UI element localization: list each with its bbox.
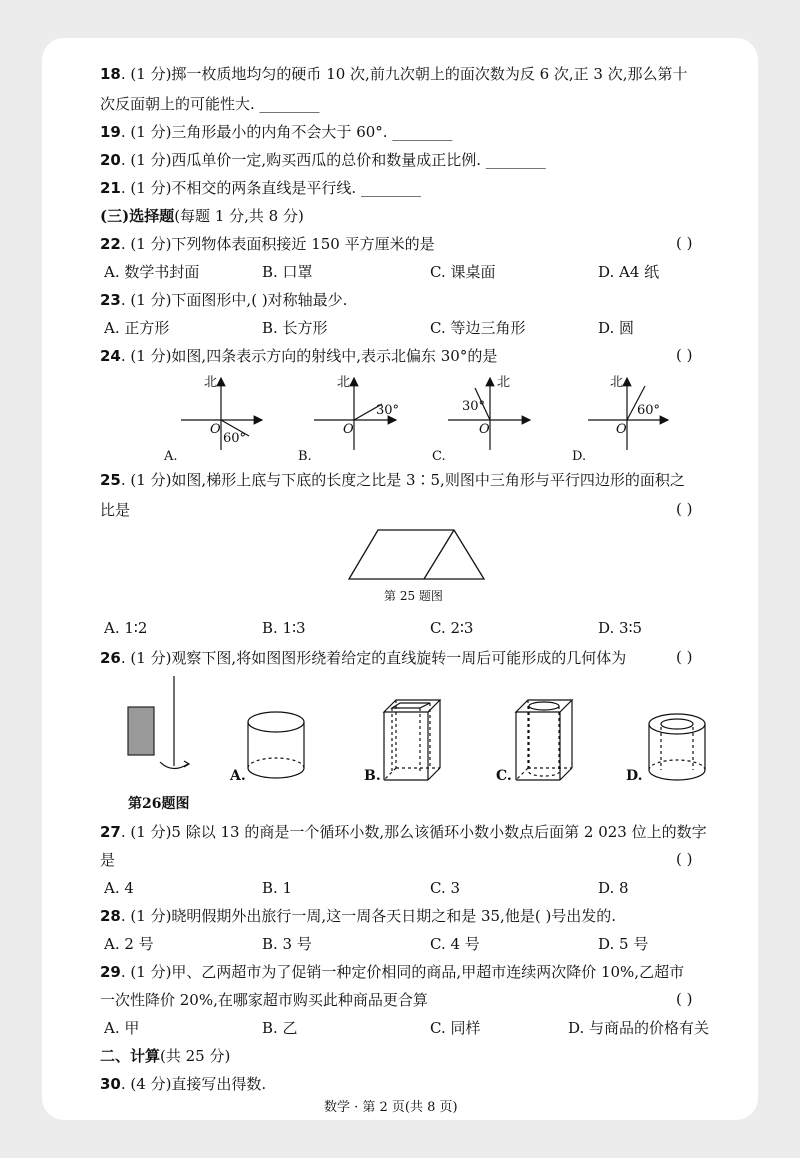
origin-label-a: O xyxy=(210,422,221,437)
option-27-d: D. 8 xyxy=(598,879,629,897)
option-23-c: C. 等边三角形 xyxy=(430,319,526,337)
north-label-c: 北 xyxy=(497,375,511,390)
option-28-d: D. 5 号 xyxy=(598,935,649,953)
question-22: 22. (1 分)下列物体表面积接近 150 平方厘米的是 xyxy=(100,235,435,253)
north-label-a: 北 xyxy=(204,375,218,390)
option-23-b: B. 长方形 xyxy=(262,319,328,337)
question-19: 19. (1 分)三角形最小的内角不会大于 60°. ________ xyxy=(100,123,453,141)
option-29-b: B. 乙 xyxy=(262,1019,298,1037)
option-c-box xyxy=(516,700,572,780)
figure-26-label-c: C. xyxy=(496,768,512,784)
figure-c xyxy=(432,375,530,464)
origin-label-d: O xyxy=(616,422,627,437)
rotation-figures xyxy=(0,670,800,790)
angle-label-c: 30° xyxy=(462,399,486,414)
rotation-shape xyxy=(128,676,189,769)
figure-a xyxy=(163,375,262,464)
figure-b xyxy=(298,375,399,464)
option-22-d: D. A4 纸 xyxy=(598,263,660,281)
question-29: 29. (1 分)甲、乙两超市为了促销一种定价相同的商品,甲超市连续两次降价 10%,乙超市 xyxy=(100,963,685,981)
question-25-line2: 比是 xyxy=(100,501,131,519)
option-27-a: A. 4 xyxy=(104,879,134,897)
angle-label-d: 60° xyxy=(637,403,661,418)
option-29-a: A. 甲 xyxy=(104,1019,140,1037)
option-23-d: D. 圆 xyxy=(598,319,635,337)
question-24: 24. (1 分)如图,四条表示方向的射线中,表示北偏东 30°的是 xyxy=(100,347,498,365)
question-18-line2: 次反面朝上的可能性大. ________ xyxy=(100,95,320,113)
origin-label-c: O xyxy=(479,422,490,437)
answer-paren-25: ( ) xyxy=(676,500,693,518)
option-25-b: B. 1∶3 xyxy=(262,619,306,637)
angle-label-a: 60° xyxy=(223,431,247,446)
trapezoid-figure xyxy=(340,524,490,584)
option-27-b: B. 1 xyxy=(262,879,293,897)
option-22-b: B. 口罩 xyxy=(262,263,313,281)
figure-26-label-a: A. xyxy=(230,768,246,784)
question-27-line2: 是 xyxy=(100,851,116,869)
option-28-b: B. 3 号 xyxy=(262,935,312,953)
option-22-a: A. 数学书封面 xyxy=(104,263,200,281)
page-footer: 数学 · 第 2 页(共 8 页) xyxy=(324,1100,458,1115)
answer-paren-26: ( ) xyxy=(676,648,693,666)
question-28: 28. (1 分)晓明假期外出旅行一周,这一周各天日期之和是 35,他是( )号出发的. xyxy=(100,907,617,925)
figure-d xyxy=(572,375,668,464)
option-25-a: A. 1∶2 xyxy=(104,619,148,637)
option-28-c: C. 4 号 xyxy=(430,935,480,953)
option-29-c: C. 同样 xyxy=(430,1019,481,1037)
question-18: 18. (1 分)掷一枚质地均匀的硬币 10 次,前九次朝上的面次数为反 6 次,正 3 次,那么第十 xyxy=(100,65,688,83)
question-27: 27. (1 分)5 除以 13 的商是一个循环小数,那么该循环小数小数点后面第 2 023 位上的数字 xyxy=(100,823,707,841)
option-25-d: D. 3∶5 xyxy=(598,619,643,637)
angle-label-b: 30° xyxy=(376,403,400,418)
figure-26-label-b: B. xyxy=(364,768,381,784)
origin-label-b: O xyxy=(343,422,354,437)
option-29-d: D. 与商品的价格有关 xyxy=(568,1019,710,1037)
option-d-tube xyxy=(649,714,705,780)
option-22-c: C. 课桌面 xyxy=(430,263,496,281)
north-label-d: 北 xyxy=(610,375,624,390)
figure-26-caption: 第26题图 xyxy=(128,796,190,812)
section-3-heading: (三)选择题(每题 1 分,共 8 分) xyxy=(100,207,304,225)
question-23: 23. (1 分)下面图形中,( )对称轴最少. xyxy=(100,291,348,309)
option-a-cylinder xyxy=(248,712,304,778)
option-b-box xyxy=(384,700,440,780)
question-21: 21. (1 分)不相交的两条直线是平行线. ________ xyxy=(100,179,421,197)
section-2-heading: 二、计算(共 25 分) xyxy=(100,1047,231,1065)
question-20: 20. (1 分)西瓜单价一定,购买西瓜的总价和数量成正比例. ________ xyxy=(100,151,546,169)
question-26: 26. (1 分)观察下图,将如图图形绕着给定的直线旋转一周后可能形成的几何体为 xyxy=(100,649,627,667)
question-30: 30. (4 分)直接写出得数. xyxy=(100,1075,267,1093)
answer-paren-29: ( ) xyxy=(676,990,693,1008)
direction-figures xyxy=(0,366,800,466)
north-label-b: 北 xyxy=(337,375,351,390)
option-27-c: C. 3 xyxy=(430,879,461,897)
option-28-a: A. 2 号 xyxy=(104,935,154,953)
figure-label-c: C. xyxy=(432,449,446,464)
question-29-line2: 一次性降价 20%,在哪家超市购买此种商品更合算 xyxy=(100,991,428,1009)
figure-label-b: B. xyxy=(298,449,312,464)
figure-label-d: D. xyxy=(572,449,587,464)
question-25: 25. (1 分)如图,梯形上底与下底的长度之比是 3∶5,则图中三角形与平行四边形的面积之 xyxy=(100,471,685,489)
figure-26-label-d: D. xyxy=(626,768,643,784)
answer-paren-22: ( ) xyxy=(676,234,693,252)
option-23-a: A. 正方形 xyxy=(104,319,170,337)
answer-paren-27: ( ) xyxy=(676,850,693,868)
figure-label-a: A. xyxy=(164,449,178,464)
figure-25-caption: 第 25 题图 xyxy=(384,589,443,603)
answer-paren-24: ( ) xyxy=(676,346,693,364)
option-25-c: C. 2∶3 xyxy=(430,619,474,637)
